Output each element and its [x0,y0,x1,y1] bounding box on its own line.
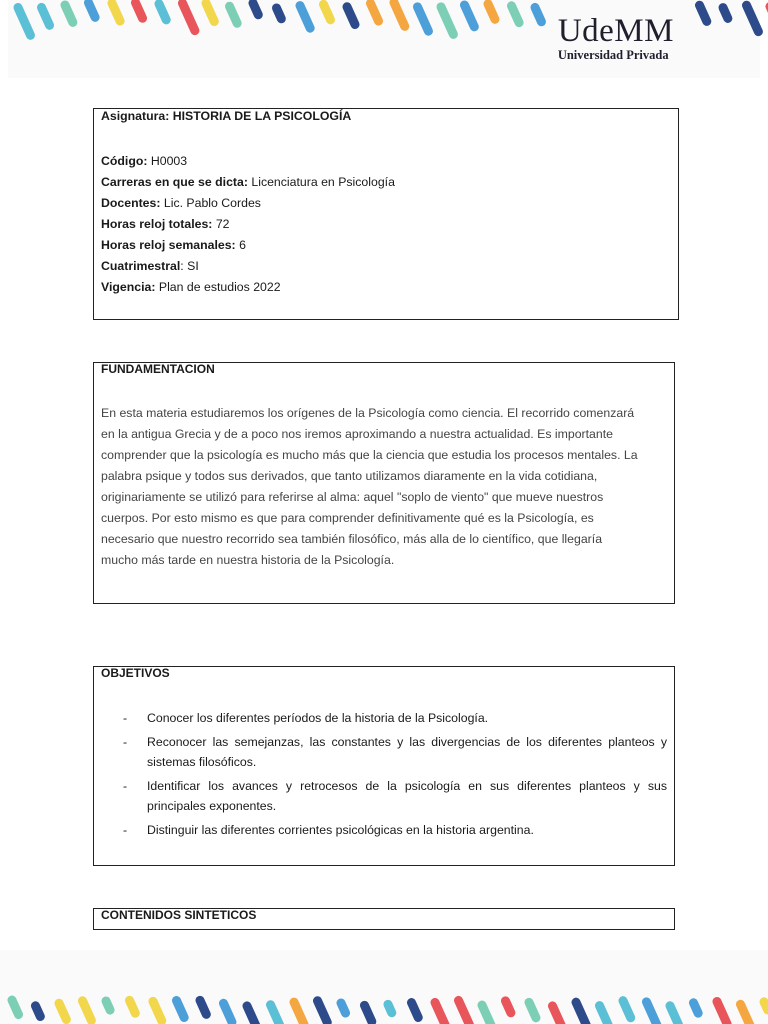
objetivo-text: Reconocer las semejanzas, las constantes y las divergencias de los diferentes planteos y sistemas filosóficos. [147,734,667,769]
fundamentacion-title: FUNDAMENTACION [101,362,215,376]
list-dash: - [123,822,128,837]
decorative-stripe [723,8,728,19]
decorative-stripe [318,1001,328,1023]
list-dash: - [123,711,128,725]
decorative-stripe [741,1004,753,1024]
objetivo-text: Identificar los avances y retrocesos de la psicología en sus diferentes planteos y sus principales exponentes. [147,778,667,813]
horas-semanales-label: Horas reloj semanales: [101,238,236,252]
decorative-stripe [371,3,379,21]
codigo-label: Código: [101,154,148,168]
decorative-stripe [341,1003,346,1013]
vigencia-row [101,277,671,298]
carreras-value: Licenciatura en Psicología [251,175,395,189]
docentes-value: Lic. Pablo Cordes [163,196,261,210]
objetivo-item [101,820,667,841]
logo-subtitle: Universidad Privada [557,48,669,62]
cuatrimestral-row [101,256,671,277]
decorative-stripe [271,1005,282,1024]
decorative-stripe [482,1005,493,1024]
vigencia-label: Vigencia: [101,280,156,294]
decorative-stripe [136,3,143,19]
decorative-stripe [224,1003,232,1022]
decorative-stripe [18,8,31,36]
asignatura-value: HISTORIA DE LA PSICOLOGÍA [172,109,352,123]
fundamentacion-line: En esta materia estudiaremos los orígenes de la Psicología como ciencia. El recorrido comenzará [101,406,635,420]
contenidos-box [93,908,675,930]
objetivo-item [101,732,667,773]
decorative-stripe [112,3,120,21]
decorative-stripe [159,4,166,20]
decorative-stripe [324,4,331,19]
horas-semanales-row [101,235,671,256]
decorative-stripe [700,5,707,21]
fundamentacion-text [101,403,667,571]
decorative-stripe [465,5,475,27]
decorative-stripe [576,1002,587,1024]
objetivo-item [101,708,667,729]
decorative-stripe [394,2,405,26]
objetivos-list [101,708,667,840]
decorative-stripe [418,7,429,31]
carreras-row [101,172,671,193]
horas-semanales-value: 6 [239,238,246,252]
decorative-stripe [42,7,50,25]
decorative-stripe [206,3,214,21]
decorative-stripe [230,6,238,23]
fundamentacion-line: comprender que la psicología es mucho más que la ciencia que estudia los procesos mentales. La [101,448,638,462]
decorative-stripe [277,8,282,19]
decorative-stripe [177,1001,185,1018]
decorative-stripe [200,1000,206,1014]
decorative-stripe [435,1002,446,1024]
horas-totales-row [101,214,671,235]
fundamentacion-line: en la antigua Grecia y de a poco nos iremos aproximando a nuestra actualidad. Es importante [101,427,613,441]
decorative-stripe [83,1001,92,1021]
decorative-stripe [365,1005,372,1021]
decorative-stripe [670,1006,679,1024]
contenidos-title: CONTENIDOS SINTETICOS [101,908,257,922]
decorative-stripe [183,3,195,31]
decorative-stripe [388,1004,392,1012]
decorative-stripe [717,1001,727,1023]
decorative-stripe [247,1006,256,1024]
horas-totales-value: 72 [215,217,230,231]
decorative-stripe [694,1003,699,1013]
decorative-stripe [488,4,495,19]
decorative-stripe [153,1001,162,1020]
decorative-stripe [506,1001,511,1013]
decorative-stripe [12,1000,19,1014]
decorative-stripe [300,6,310,29]
logo-name: UdeMM [557,13,674,49]
udemm-logo [558,14,674,62]
decorative-stripe [600,1006,612,1024]
decorative-stripe [130,1000,136,1013]
decorative-stripe [441,7,453,35]
carreras-label: Carreras en que se dicta: [101,175,248,189]
decorative-stripe [412,1003,419,1018]
list-dash: - [123,734,128,749]
docentes-row [101,193,671,214]
decorative-stripe [65,5,73,22]
decorative-stripe [347,7,355,25]
decorative-stripe [623,1001,631,1018]
decorative-stripe [747,5,759,31]
asignatura-row [101,109,671,123]
fundamentacion-line: palabra psique y todos sus derivados, que tanto utilizamos diaramente en la vida cotidiana, [101,469,598,483]
decorative-stripe [553,1006,564,1024]
decorative-stripe [459,1000,470,1024]
horas-totales-label: Horas reloj totales: [101,217,213,231]
fundamentacion-line: necesario que nuestro recorrido sea también filosófico, más alla de lo científico, que llegaría [101,532,603,546]
objetivos-box [93,666,675,866]
fundamentacion-box [93,362,675,604]
cuatrimestral-value: : SI [180,259,199,273]
fundamentacion-line: cuerpos. Por esto mismo es que para comprender definitivamente qué es la Psicología, es [101,511,594,525]
vigencia-value: Plan de estudios 2022 [158,280,281,294]
asignatura-label: Asignatura: [101,109,170,123]
decorative-stripe [294,1002,304,1024]
decorative-stripe [253,3,258,15]
cuatrimestral-label: Cuatrimestral [101,259,181,273]
codigo-row [101,151,671,172]
decorative-stripe [36,1006,41,1017]
objetivos-title: OBJETIVOS [101,666,170,680]
decorative-stripe [647,1002,659,1024]
decorative-stripe [59,1003,66,1019]
decorative-stripe [512,6,520,23]
objetivo-item [101,776,667,817]
objetivo-text: Conocer los diferentes períodos de la historia de la Psicología. [147,711,489,725]
subject-info-box [93,108,679,320]
decorative-stripe [89,3,96,18]
codigo-value: H0003 [150,154,188,168]
docentes-label: Docentes: [101,196,161,210]
decorative-stripe [106,1001,110,1010]
objetivo-text: Distinguir las diferentes corrientes psicológicas en la historia argentina. [147,822,534,837]
fundamentacion-line: originariamente se utilizó para referirse al alma: aquel "soplo de viento" que mueve nuestros [101,490,604,504]
list-dash: - [123,778,128,793]
decorative-stripe [764,1002,768,1010]
decorative-stripe [535,7,541,21]
decorative-stripe [529,1002,536,1017]
fundamentacion-line: mucho más tarde en nuestra historia de la Psicología. [101,553,395,567]
